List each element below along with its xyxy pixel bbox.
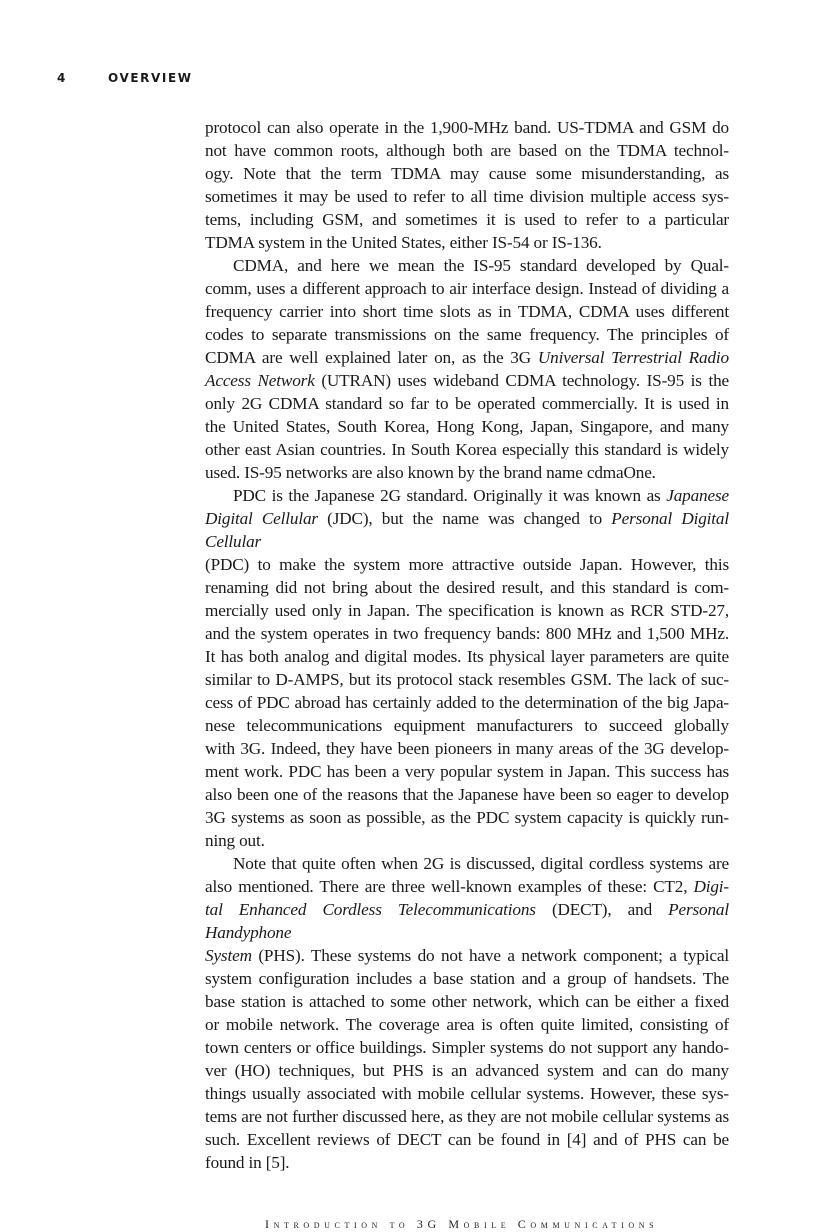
text-run: or mobile network. The coverage area is often quite limited, consisting of: [205, 1015, 729, 1034]
text-run: other east Asian countries. In South Korea especially this standard is widely: [205, 440, 729, 459]
text-line: [205, 254, 729, 277]
text-line: [205, 691, 729, 714]
text-line: [205, 967, 729, 990]
text-run: ogy. Note that the term TDMA may cause some misunderstanding, as: [205, 164, 729, 183]
text-line: [205, 461, 729, 484]
text-run: sometimes it may be used to refer to all time division multiple access sys-: [205, 187, 729, 206]
text-line: [205, 1013, 729, 1036]
text-line: [205, 116, 729, 139]
text-line: [205, 760, 729, 783]
text-line: [205, 553, 729, 576]
text-run: ver (HO) techniques, but PHS is an advanced system and can do many: [205, 1061, 729, 1080]
italic-term: Access Network: [205, 371, 315, 390]
text-run: also been one of the reasons that the Japanese have been so eager to develop: [205, 785, 729, 804]
italic-term: Digital Cellular: [205, 509, 318, 528]
text-run: also mentioned. There are three well-known examples of these: CT2,: [205, 877, 694, 896]
text-line: [205, 737, 729, 760]
text-line: [205, 300, 729, 323]
text-run: mercially used only in Japan. The specification is known as RCR STD-27,: [205, 601, 729, 620]
text-line: [205, 806, 729, 829]
text-line: [205, 829, 729, 852]
text-run: ning out.: [205, 831, 265, 850]
text-line: [205, 162, 729, 185]
text-run: (UTRAN) uses wideband CDMA technology. IS-95 is the: [314, 371, 730, 390]
text-line: [205, 484, 729, 507]
text-run: frequency carrier into short time slots as in TDMA, CDMA uses different: [205, 302, 729, 321]
text-line: [205, 507, 729, 553]
page-number: 4: [57, 71, 67, 85]
text-line: [205, 208, 729, 231]
text-line: [205, 783, 729, 806]
italic-term: Personal Handyphone: [205, 900, 730, 942]
text-line: [205, 139, 729, 162]
paragraph: [205, 116, 729, 254]
text-run: TDMA system in the United States, either IS-54 or IS-136.: [205, 233, 602, 252]
italic-term: tal Enhanced Cordless Telecommunications: [205, 900, 536, 919]
italic-term: System: [205, 946, 252, 965]
text-line: [205, 898, 729, 944]
text-line: [205, 622, 729, 645]
text-line: [205, 990, 729, 1013]
text-run: such. Excellent reviews of DECT can be found in [4] and of PHS can be: [205, 1130, 729, 1149]
paragraph: [205, 852, 729, 1174]
text-line: [205, 714, 729, 737]
text-run: things usually associated with mobile cellular systems. However, these sys-: [205, 1084, 729, 1103]
text-run: protocol can also operate in the 1,900-MHz band. US-TDMA and GSM do: [205, 118, 729, 137]
page-content: [205, 116, 729, 1232]
text-line: [205, 277, 729, 300]
text-run: nese telecommunications equipment manufacturers to succeed globally: [205, 716, 729, 735]
text-run: cess of PDC abroad has certainly added to the determination of the big Japa-: [205, 693, 729, 712]
text-run: ment work. PDC has been a very popular system in Japan. This success has: [205, 762, 729, 781]
text-line: [205, 323, 729, 346]
text-run: found in [5].: [205, 1153, 290, 1172]
italic-term: Universal Terrestrial Radio: [537, 348, 729, 367]
text-run: used. IS-95 networks are also known by the brand name cdmaOne.: [205, 463, 656, 482]
text-line: [205, 668, 729, 691]
text-run: CDMA, and here we mean the IS-95 standard developed by Qual-: [233, 256, 729, 275]
text-run: town centers or office buildings. Simpler systems do not support any hando-: [205, 1038, 729, 1057]
text-run: tems are not further discussed here, as they are not mobile cellular systems as: [205, 1107, 729, 1126]
text-line: [205, 576, 729, 599]
running-footer: Introduction to 3G Mobile Communications: [265, 1217, 659, 1231]
text-line: [205, 392, 729, 415]
text-run: and the system operates in two frequency bands: 800 MHz and 1,500 MHz.: [205, 624, 729, 643]
text-run: similar to D-AMPS, but its protocol stack resembles GSM. The lack of suc-: [205, 670, 729, 689]
text-run: base station is attached to some other network, which can be either a fixed: [205, 992, 729, 1011]
text-line: [205, 645, 729, 668]
paragraph: [205, 484, 729, 852]
text-line: [205, 944, 729, 967]
text-run: the United States, South Korea, Hong Kong, Japan, Singapore, and many: [205, 417, 729, 436]
text-run: codes to separate transmissions on the same frequency. The principles of: [205, 325, 729, 344]
text-line: [205, 599, 729, 622]
text-run: (JDC), but the name was changed to: [317, 509, 612, 528]
text-run: only 2G CDMA standard so far to be operated commercially. It is used in: [205, 394, 729, 413]
text-line: [205, 185, 729, 208]
text-line: [205, 438, 729, 461]
text-line: [205, 1151, 729, 1174]
text-run: comm, uses a different approach to air interface design. Instead of dividing a: [205, 279, 729, 298]
text-run: It has both analog and digital modes. Its physical layer parameters are quite: [205, 647, 729, 666]
text-line: [205, 875, 729, 898]
text-run: (DECT), and: [535, 900, 669, 919]
body-text: [205, 116, 729, 1174]
text-run: (PHS). These systems do not have a network component; a typical: [251, 946, 729, 965]
text-line: [205, 369, 729, 392]
text-run: Note that quite often when 2G is discussed, digital cordless systems are: [233, 854, 729, 873]
text-run: CDMA are well explained later on, as the 3G: [205, 348, 538, 367]
text-line: [205, 852, 729, 875]
text-run: PDC is the Japanese 2G standard. Originally it was known as: [233, 486, 667, 505]
italic-term: Digi-: [693, 877, 729, 896]
text-line: [205, 415, 729, 438]
text-line: [205, 1128, 729, 1151]
italic-term: Personal Digital Cellular: [205, 509, 729, 551]
text-run: system configuration includes a base station and a group of handsets. The: [205, 969, 729, 988]
text-run: not have common roots, although both are based on the TDMA technol-: [205, 141, 729, 160]
section-title: OVERVIEW: [108, 71, 193, 85]
text-run: tems, including GSM, and sometimes it is used to refer to a particular: [205, 210, 729, 229]
text-run: (PDC) to make the system more attractive outside Japan. However, this: [205, 555, 729, 574]
text-run: with 3G. Indeed, they have been pioneers in many areas of the 3G develop-: [205, 739, 729, 758]
text-line: [205, 231, 729, 254]
text-line: [205, 1082, 729, 1105]
text-run: 3G systems as soon as possible, as the PDC system capacity is quickly run-: [205, 808, 729, 827]
running-header: [0, 71, 816, 87]
text-line: [205, 1059, 729, 1082]
text-line: [205, 346, 729, 369]
text-line: [205, 1105, 729, 1128]
text-run: renaming did not bring about the desired result, and this standard is com-: [205, 578, 729, 597]
text-line: [205, 1036, 729, 1059]
paragraph: [205, 254, 729, 484]
italic-term: Japanese: [666, 486, 729, 505]
